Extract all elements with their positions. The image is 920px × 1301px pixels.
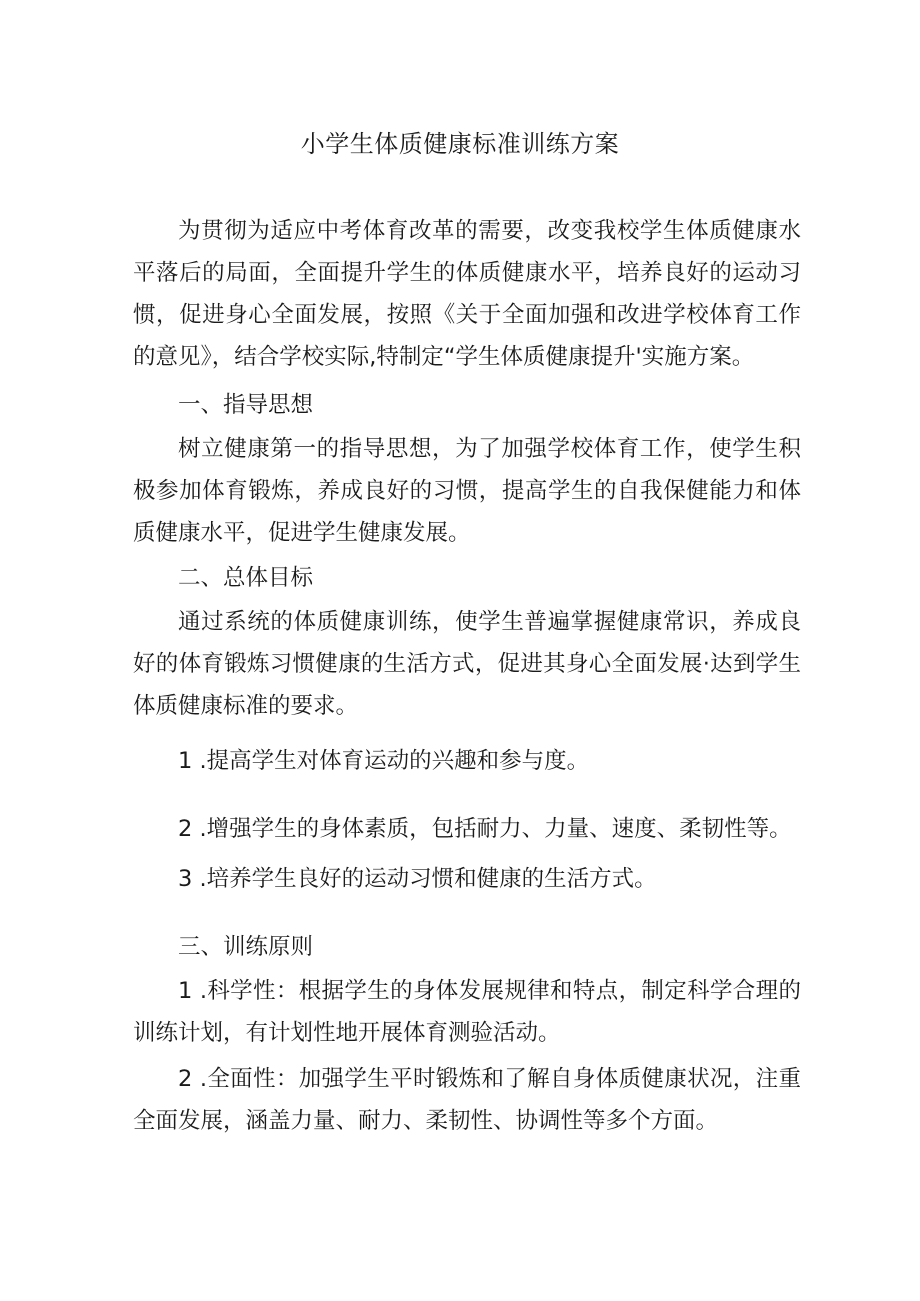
goal-item-3: 3 .培养学生良好的运动习惯和健康的生活方式。 <box>178 866 657 892</box>
section-body-guiding-thought: 树立健康第一的指导思想，为了加强学校体育工作，使学生积极参加体育锻炼，养成良好的习惯，提高学生的自我保健能力和体质健康水平，促进学生健康发展。 <box>133 436 801 546</box>
goal-item-2: 2 .增强学生的身体素质，包括耐力、力量、速度、柔韧性等。 <box>178 816 792 842</box>
section-heading-training-principles: 三、训练原则 <box>178 934 314 960</box>
principle-item-1: 1 .科学性：根据学生的身体发展规律和特点，制定科学合理的训练计划，有计划性地开展体育测验活动。 <box>133 978 801 1046</box>
section-heading-guiding-thought: 一、指导思想 <box>178 392 314 418</box>
goal-item-1: 1 .提高学生对体育运动的兴趣和参与度。 <box>178 748 590 774</box>
section-heading-overall-goal: 二、总体目标 <box>178 565 314 591</box>
section-body-overall-goal: 通过系统的体质健康训练，使学生普遍掌握健康常识，养成良好的体育锻炼习惯健康的生活方式，促进其身心全面发展·达到学生体质健康标准的要求。 <box>133 609 801 719</box>
intro-paragraph: 为贯彻为适应中考体育改革的需要，改变我校学生体质健康水平落后的局面，全面提升学生的体质健康水平，培养良好的运动习惯，促进身心全面发展，按照《关于全面加强和改进学校体育工作的意见》，结合学校实际,特制定“学生体质健康提升'实施方案。 <box>133 218 801 370</box>
document-title: 小学生体质健康标准训练方案 <box>300 130 620 158</box>
principle-item-2: 2 .全面性：加强学生平时锻炼和了解自身体质健康状况，注重全面发展，涵盖力量、耐力、柔韧性、协调性等多个方面。 <box>133 1066 801 1134</box>
